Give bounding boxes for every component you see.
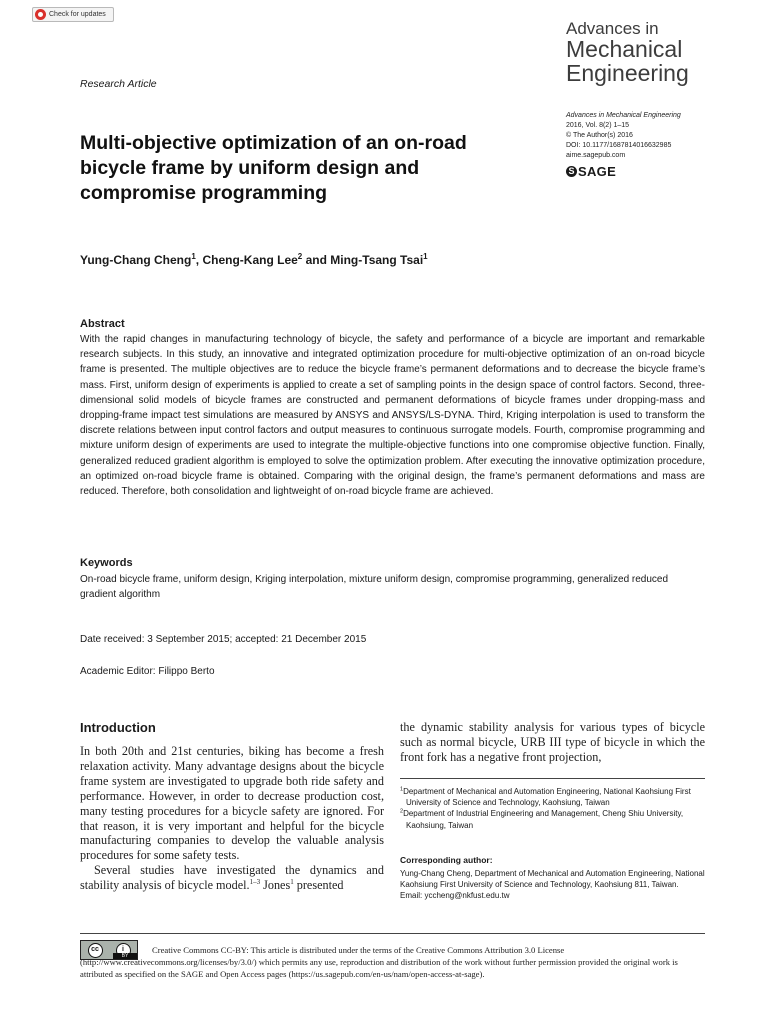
attribution-person-icon: i bbox=[116, 943, 131, 958]
sage-logo-icon: S bbox=[566, 166, 577, 177]
introduction-paragraph: Several studies have investigated the dynamics and stability analysis of bicycle model.$^{1-3}$ Jones$^1$ presented bbox=[80, 863, 384, 893]
affiliation-item: $^1$Department of Mechanical and Automation Engineering, National Kaohsiung First University of Science and Technology, Kaohsiung, Taiwan bbox=[400, 786, 691, 808]
citation-ref[interactable]: 1–3 bbox=[249, 878, 261, 887]
check-for-updates-label: Check for updates bbox=[49, 11, 106, 18]
license-divider bbox=[80, 933, 705, 934]
journal-meta-doi[interactable]: DOI: 10.1177/1687814016632985 bbox=[566, 142, 672, 149]
author-affiliation-ref: 2 bbox=[297, 252, 303, 261]
abstract-text: With the rapid changes in manufacturing technology of bicycle, the safety and performance of a bicycle are important and remarkable research subjects. In this study, an innovative and integrated optimization procedure for multi-objective optimization of an on-road bicycle frame is presented. The multiple objectives are to reduce the bicycle frame’s permanent deformations and to decrease the bicycle frame’s mass. First, uniform design of experiments is applied to create a set of sampling points in the design space of control factors. Second, three-dimensional solid models of bicycle frames are constructed and permanent deformations of bicycle frames under dropping-mass and dropping-frame impact test simulations are measured by ANSYS and ANSYS/LS-DYNA. Third, Kriging interpolation is used to transform the discrete relations between input control factors and output measures to continuous surrogate models. Fourth, compromise programming and mixture uniform design of experiments are used to integrate the multiple-objective functions into one compromise objective function. Finally, generalized reduced gradient algorithm is employed to solve the optimization problem. After executing the innovative optimization procedure, an optimized on-road bicycle frame is obtained. Comparing with the original design, the frame’s permanent deformations and mass are reduced. Therefore, both consolidation and lightweight of on-road bicycle frame are achieved. bbox=[80, 334, 705, 498]
received-accepted-dates: Date received: 3 September 2015; accepted: 21 December 2015 bbox=[80, 634, 367, 645]
author-affiliation-ref: 1 bbox=[191, 252, 196, 261]
crossmark-icon bbox=[35, 9, 46, 20]
sage-logo-text: SAGE bbox=[578, 164, 617, 179]
citation-ref[interactable]: 1 bbox=[290, 878, 294, 887]
license-text: Creative Commons CC-BY: This article is distributed under the terms of the Creative Commons Attribution 3.0 License (http://www.creativecommons.org/licenses/by/3.0/) which permits any use, reproduction and distribution of the work without further permission provided the original work is attributed as specified on the SAGE and Open Access pages (https://us.sagepub.com/en-us/nam/open-access-at-sage). bbox=[80, 945, 678, 980]
journal-meta-title: Advances in Mechanical Engineering bbox=[566, 112, 681, 119]
introduction-paragraph: In both 20th and 21st centuries, biking has become a fresh relaxation activity. Many advantage designs about the bicycle frame system are investigated to upgrade both ride safety and performance. However, in order to decrease production cost, many testing procedures for a bicycle safety are ignored. For that reason, it is very important and helpful for the bicycle manufacturing companies to develop the valuable analysis procedures for some safety tests. bbox=[80, 744, 384, 863]
journal-meta-url[interactable]: aime.sagepub.com bbox=[566, 152, 626, 159]
author-name: Yung-Chang Cheng bbox=[80, 253, 192, 267]
journal-meta-issue: 2016, Vol. 8(2) 1–15 bbox=[566, 122, 630, 129]
keywords-text: On-road bicycle frame, uniform design, Kriging interpolation, mixture uniform design, compromise programming, generalized reduced gradient algorithm bbox=[80, 574, 669, 601]
introduction-column-right: the dynamic stability analysis for various types of bicycle such as normal bicycle, URB III type of bicycle in which the front fork has a negative front projection, bbox=[400, 720, 705, 764]
author-list: Yung-Chang Cheng$^1$, Cheng-Kang Lee$^2$ and Ming-Tsang Tsai$^1$ bbox=[80, 252, 428, 267]
article-title: Multi-objective optimization of an on-road bicycle frame by uniform design and compromise programming bbox=[80, 132, 467, 204]
author-name: Cheng-Kang Lee bbox=[202, 253, 298, 267]
corresponding-author-address: Yung-Chang Cheng, Department of Mechanical and Automation Engineering, National Kaohsiung First University of Science and Technology, Kaohsiung 811, Taiwan. bbox=[400, 869, 705, 890]
corresponding-author-details bbox=[400, 868, 705, 902]
footnote-divider bbox=[400, 778, 705, 779]
cc-by-label: BY bbox=[113, 953, 137, 959]
corresponding-author-heading: Corresponding author: bbox=[400, 855, 493, 865]
author-name: Ming-Tsang Tsai bbox=[330, 253, 424, 267]
check-for-updates-button[interactable] bbox=[32, 7, 114, 22]
journal-name: Advances in Mechanical Engineering bbox=[566, 19, 689, 86]
sage-logo bbox=[566, 164, 616, 179]
author-affiliation-ref: 1 bbox=[423, 252, 428, 261]
keywords-heading: Keywords bbox=[80, 557, 133, 569]
creative-commons-icon: cc bbox=[88, 943, 103, 958]
affiliation-item: $^2$Department of Industrial Engineering and Management, Cheng Shiu University, Kaohsiung, Taiwan bbox=[400, 808, 684, 830]
introduction-column-left bbox=[80, 744, 384, 893]
abstract-heading: Abstract bbox=[80, 318, 125, 330]
academic-editor: Academic Editor: Filippo Berto bbox=[80, 666, 215, 677]
journal-meta-copyright: © The Author(s) 2016 bbox=[566, 132, 633, 139]
corresponding-author-email[interactable]: Email: yccheng@nkfust.edu.tw bbox=[400, 891, 510, 901]
journal-meta bbox=[566, 111, 681, 161]
article-type: Research Article bbox=[80, 78, 157, 90]
affiliations bbox=[400, 786, 710, 831]
introduction-heading: Introduction bbox=[80, 720, 156, 735]
